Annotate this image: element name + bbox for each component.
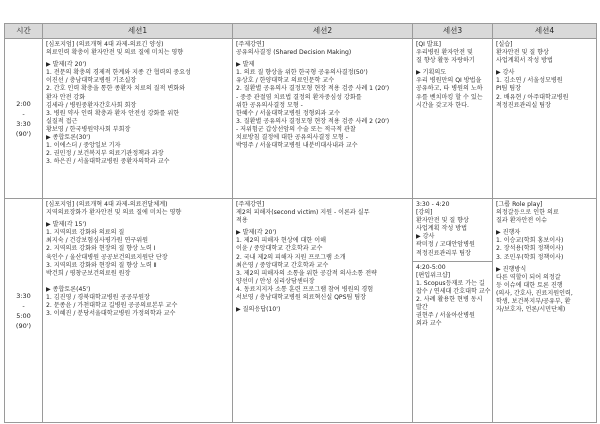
cell-text-line: [주제강연]: [236, 201, 265, 208]
cell-text-line: (90'): [15, 321, 32, 330]
time-header: 시간: [5, 24, 43, 39]
cell-text-line: 다른 역할이 되어 의정갈: [496, 273, 561, 281]
cell-text-line: 의료인력 확충이 환자안전 및 의료 질에 미치는 영향: [46, 49, 184, 57]
row2-session2-cell: [233, 199, 413, 423]
session4-header: 세션4: [493, 24, 597, 39]
timeslot-row-2: [5, 199, 597, 423]
cell-text-line: 이진선 / 충남대학교병원 기조실장: [46, 77, 137, 85]
cell-text-line: 3. 이혜진 / 분당서울대학교병원 가정의학과 교수: [46, 310, 176, 318]
cell-text-line: 3. 질환별 공유의사 결정모형 현장 적용 검증 사례 2 (20'): [236, 117, 390, 125]
cell-text-line: [편입위크샵]: [416, 271, 451, 279]
row2-session3-lecture: [416, 201, 489, 258]
cell-text-line: 3. 병원 약사 인력 확충과 환자 안전성 강화를 위한: [46, 109, 180, 117]
cell-text-line: 사업계획 작성 방법: [416, 225, 467, 233]
cell-text-line: 1. 의료 질 향상을 위한 한국형 공유의사결정(50'): [236, 69, 368, 77]
cell-text-line: ▶ 종합토론(45'): [46, 285, 91, 293]
cell-text-line: 2. 문종윤 / 가천대학교 길병원 공공의료본부 교수: [46, 302, 178, 310]
row1-session2-cell: [233, 39, 413, 199]
cell-text-line: 환자안전 및 질 향상: [416, 217, 469, 225]
cell-text-line: 박건희 / 평창군보건의료원 원장: [46, 269, 131, 277]
cell-text-line: 위한 공유의사결정 모형 -: [236, 101, 303, 109]
cell-text-line: [그룹 Role play]: [496, 201, 543, 208]
timeslot-2-time: [5, 199, 43, 423]
cell-text-line: - 저위험군 갑상선암의 수술 또는 적극적 관찰: [236, 125, 356, 133]
session3-header: 세션3: [413, 24, 493, 39]
cell-text-line: ▶ 진행자: [496, 229, 521, 237]
timeslot-1-time: [5, 39, 43, 199]
cell-text-line: [강의]: [416, 209, 433, 217]
cell-text-line: 1. Scopus등재로 가는 길: [416, 279, 485, 287]
cell-text-line: 질과 환자안전 이슈: [496, 217, 547, 225]
cell-text-line: 치료방침 결정에 대한 공유의사결정 모형 -: [236, 134, 348, 142]
cell-text-line: 외과 교수: [416, 320, 442, 328]
program-schedule-table: [4, 23, 597, 423]
cell-text-line: 1. 김진영 / 경북대학교병원 공공부원장: [46, 293, 150, 301]
cell-text-line: 2. 국내 제2의 피해자 지원 프로그램 소개: [236, 253, 346, 261]
cell-text-line: 1. 김소연 / 서울성모병원: [496, 77, 563, 85]
cell-text-line: 박영주 / 서울대학교병원 내분비대사내과 교수: [236, 142, 358, 150]
cell-text-line: 곽미정 / 고대안암병원: [416, 241, 475, 249]
cell-text-line: 2. 권민정 / 보건복지부 의료기관정책과 과장: [46, 150, 164, 158]
cell-text-line: ▶ 발제(각 20'): [46, 61, 87, 69]
cell-text-line: 이윤 / 중앙대학교 간호학과 교수: [236, 245, 323, 253]
cell-text-line: 발간: [416, 304, 428, 312]
cell-text-line: 3. 제2의 피해자의 소통을 위한 공감적 의사소통 전략: [236, 269, 377, 277]
cell-text-line: 서보영 / 충남대학교병원 의료혁신실 QPS팀 팀장: [236, 294, 367, 302]
cell-text-line: 5:00: [16, 311, 31, 320]
cell-text-line: 자/보호자, 언론/시민단체): [496, 306, 566, 314]
cell-text-line: 환자 안전 강화: [46, 93, 86, 101]
cell-text-line: ▶ 질의응답(10'): [236, 306, 281, 314]
row2-session3-workshop: [413, 261, 492, 329]
cell-text-line: - 중증 관절염 치료법 결정의 환자중심성 강화를: [236, 93, 362, 101]
cell-text-line: 2. 배유현 / 아주대학교병원: [496, 93, 569, 101]
cell-text-line: 학생, 보건복지부/공유부, 환: [496, 298, 571, 306]
cell-text-line: [실습]: [496, 41, 513, 48]
row2-session3-cell: [413, 199, 493, 423]
cell-text-line: 적용: [236, 217, 248, 225]
cell-text-line: 2. 질환별 공유의사 결정모형 현장 적용 검증 사례 1 (20'): [236, 85, 390, 93]
cell-text-line: 황보영 / 한국병원약사회 부회장: [46, 125, 131, 133]
cell-text-line: 공유의사결정 (Shared Decision Making): [236, 49, 352, 57]
cell-text-line: 의정갈등으로 인한 의료: [496, 209, 559, 217]
cell-text-line: 1. 이에스더 / 중앙일보 기자: [46, 142, 121, 150]
cell-text-line: 등 이슈에 대한 토론 진행: [496, 281, 563, 289]
cell-text-line: ▶ 발제(각 15'): [46, 221, 87, 229]
cell-text-line: [심포지엄] (의료개혁 4대 과제-의료긴 양성): [46, 41, 164, 48]
cell-text-line: 3:30: [16, 119, 31, 128]
cell-text-line: 환자안전 및 질 향상: [496, 49, 549, 57]
cell-text-line: 제2의 피해자(second victim) 지원 - 이론과 실무: [236, 209, 370, 217]
cell-text-line: [QI 발표]: [416, 41, 442, 48]
timeslot-row-1: [5, 39, 597, 199]
cell-text-line: 한혜수 / 서울대학교병원 정형외과 교수: [236, 109, 340, 117]
cell-text-line: ▶ 발제(각 20'): [236, 229, 277, 237]
cell-text-line: 우를 벤치마킹 할 수 있는: [416, 93, 483, 101]
cell-text-line: 1. 제2의 피해자 현상에 대한 이해: [236, 237, 327, 245]
header-row: [5, 24, 597, 39]
cell-text-line: (의사, 간호사, 진료지원인력,: [496, 289, 573, 297]
row1-session1-cell: [43, 39, 233, 199]
cell-text-line: (90'): [15, 129, 32, 138]
cell-text-line: ▶ 발제: [236, 61, 255, 69]
cell-text-line: 최지숙 / 건강보험심사평가원 연구위원: [46, 237, 149, 245]
cell-text-line: 3. 지역의료 강화와 현장의 질 향상 노력 Ⅱ: [46, 261, 157, 269]
cell-text-line: [심포지엄] (의료개혁 4대 과제-의료전달체계): [46, 201, 168, 208]
row1-session4-cell: [493, 39, 597, 199]
cell-text-line: 우리병원 환자안전 및: [416, 49, 473, 57]
cell-text-line: 2. 지역의료 강화와 현장의 질 향상 노력 Ⅰ: [46, 245, 156, 253]
cell-text-line: 2. 장석용(학회 정책이사): [496, 245, 564, 253]
cell-text-line: 3:30 - 4:20: [416, 201, 450, 208]
cell-text-line: 적정진료관리부 팀장: [416, 249, 471, 257]
cell-text-line: 김세라 / 병원중환자간호사회 회장: [46, 101, 137, 109]
cell-text-line: 시간을 갖고자 한다.: [416, 101, 469, 109]
cell-text-line: 1. 이승교(학회 홍보이사): [496, 237, 564, 245]
cell-text-line: ▶ 기획의도: [416, 69, 447, 77]
cell-text-line: 2:00: [16, 99, 31, 108]
cell-text-line: 적정진료관리실 팀장: [496, 101, 551, 109]
cell-text-line: 질 향상 활동 자랑하기: [416, 57, 475, 65]
row2-session4-cell: [493, 199, 597, 423]
cell-text-line: 2. 간호 인력 확충을 통한 종환자 치료의 질적 변화와: [46, 85, 186, 93]
cell-text-line: 1. 지역의료 강화와 의료의 질: [46, 229, 125, 237]
cell-text-line: [주제강연]: [236, 41, 265, 48]
cell-text-line: 사업계획서 작성 방법: [496, 57, 553, 65]
cell-text-line: 우리 병원만의 QI 방법을: [416, 77, 482, 85]
row2-session1-cell: [43, 199, 233, 423]
cell-text-line: 3:30: [16, 291, 31, 300]
cell-text-line: 2. 사례 활용한 현병 동시: [416, 296, 483, 304]
cell-text-line: 3. 조민우(학회 정책이사): [496, 253, 564, 261]
cell-text-line: 잡수 / 연세대 간호대학 교수: [416, 287, 491, 295]
row1-session3-cell: [413, 39, 493, 199]
cell-text-line: 공유하고, 타 병원의 노하: [416, 85, 483, 93]
cell-text-line: 양선미 / 안성 심리상담센터장: [236, 277, 315, 285]
cell-text-line: 3. 하은진 / 서울대학교병원 중환자의학과 교수: [46, 158, 170, 166]
cell-text-line: 유상호 / 한양대학교 의료인문학 교수: [236, 77, 335, 85]
cell-text-line: ▶ 강사: [416, 233, 435, 241]
cell-text-line: 실질적 접근: [46, 117, 78, 125]
session1-header: 세션1: [43, 24, 233, 39]
cell-text-line: -: [22, 109, 25, 118]
cell-text-line: 육인수 / 울산대병원 공공보건의료지원단 단장: [46, 253, 168, 261]
cell-text-line: 지역의료장화가 환자안전 및 의료 질에 미치는 영향: [46, 209, 182, 217]
session2-header: 세션2: [233, 24, 413, 39]
cell-text-line: 1. 전문의 확충의 경제적 한계와 지종 간 협력의 중요성: [46, 69, 191, 77]
cell-text-line: ▶ 진행방식: [496, 265, 527, 273]
cell-text-line: 4:20-5:00: [416, 263, 446, 271]
cell-text-line: PI팀 팀장: [496, 85, 522, 93]
cell-text-line: 최은영 / 중앙대학교 간호학과 교수: [236, 261, 329, 269]
cell-text-line: 권현주 / 서울아산병원: [416, 312, 475, 320]
cell-text-line: ▶ 강사: [496, 69, 515, 77]
cell-text-line: ▶ 종합토론(30'): [46, 134, 91, 142]
cell-text-line: -: [22, 301, 25, 310]
cell-text-line: 4. 동료지지자 소통 훈련 프로그램 참여 병원의 경험: [236, 285, 374, 293]
